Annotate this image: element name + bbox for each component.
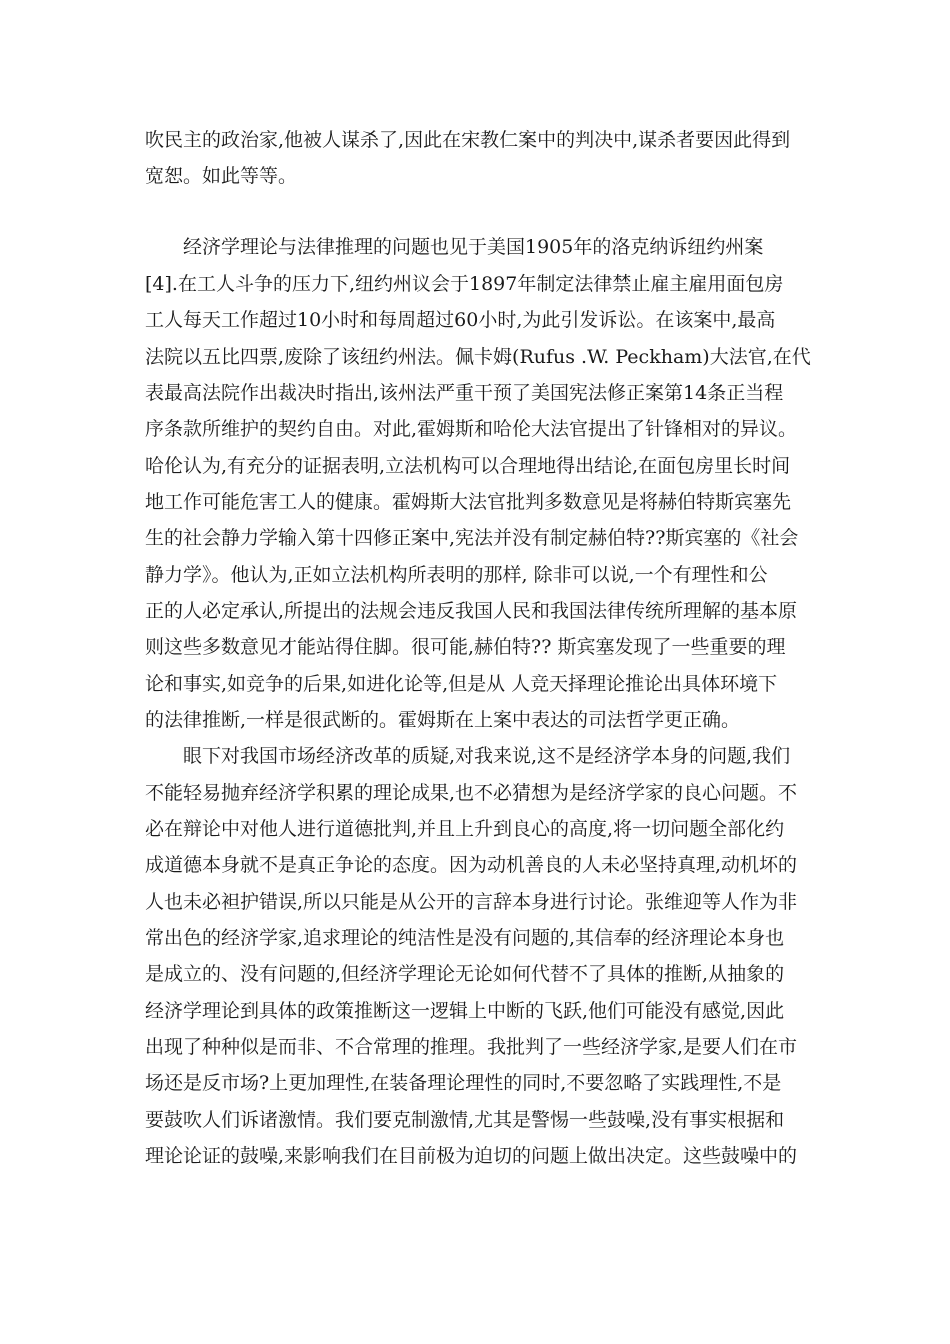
text-line: 工人每天工作超过10小时和每周超过60小时,为此引发诉讼。在该案中,最高	[145, 309, 776, 331]
text-line: 成道德本身就不是真正争论的态度。因为动机善良的人未必坚持真理,动机坏的	[145, 854, 798, 876]
text-line: 则这些多数意见才能站得住脚。很可能,赫伯特?? 斯宾塞发现了一些重要的理	[145, 636, 786, 658]
text-line: 正的人必定承认,所提出的法规会违反我国人民和我国法律传统所理解的基本原	[145, 600, 798, 622]
text-line: 常出色的经济学家,追求理论的纯洁性是没有问题的,其信奉的经济理论本身也	[145, 927, 785, 949]
text-line: 论和事实,如竞争的后果,如进化论等,但是从 人竞天择理论推论出具体环境下	[145, 673, 778, 695]
text-line: 生的社会静力学输入第十四修正案中,宪法并没有制定赫伯特??斯宾塞的《社会	[145, 527, 799, 549]
text-line: 序条款所维护的契约自由。对此,霍姆斯和哈伦大法官提出了针锋相对的异议。	[145, 418, 798, 440]
text-line: 理论论证的鼓噪,来影响我们在目前极为迫切的问题上做出决定。这些鼓噪中的	[145, 1145, 798, 1167]
text-line: 表最高法院作出裁决时指出,该州法严重干预了美国宪法修正案第14条正当程	[145, 382, 784, 404]
text-line: 是成立的、没有问题的,但经济学理论无论如何代替不了具体的推断,从抽象的	[145, 963, 785, 985]
text-line: 哈伦认为,有充分的证据表明,立法机构可以合理地得出结论,在面包房里长时间	[145, 455, 791, 477]
text-line: 必在辩论中对他人进行道德批判,并且上升到良心的高度,将一切问题全部化约	[145, 818, 785, 840]
paragraph-first-line: 经济学理论与法律推理的问题也见于美国1905年的洛克纳诉纽约州案	[183, 236, 764, 258]
text-line: 法院以五比四票,废除了该纽约州法。佩卡姆(Rufus .W. Peckham)大法官,在代	[145, 346, 811, 368]
text-line: 场还是反市场?上更加理性,在装备理论理性的同时,不要忽略了实践理性,不是	[145, 1072, 782, 1094]
text-line: 经济学理论到具体的政策推断这一逻辑上中断的飞跃,他们可能没有感觉,因此	[145, 1000, 785, 1022]
text-line: 出现了种种似是而非、不合常理的推理。我批判了一些经济学家,是要人们在市	[145, 1036, 798, 1058]
paragraph-first-line: 眼下对我国市场经济改革的质疑,对我来说,这不是经济学本身的问题,我们	[183, 745, 791, 767]
text-line: 静力学》。他认为,正如立法机构所表明的那样, 除非可以说,一个有理性和公	[145, 564, 768, 586]
text-line: 不能轻易抛弃经济学积累的理论成果,也不必猜想为是经济学家的良心问题。不	[145, 782, 798, 804]
text-line: 的法律推断,一样是很武断的。霍姆斯在上案中表达的司法哲学更正确。	[145, 709, 741, 731]
text-line: 人也未必袒护错误,所以只能是从公开的言辞本身进行讨论。张维迎等人作为非	[145, 891, 798, 913]
text-line: 宽恕。如此等等。	[145, 165, 298, 187]
text-line: 地工作可能危害工人的健康。霍姆斯大法官批判多数意见是将赫伯特斯宾塞先	[145, 491, 792, 513]
text-line: [4].在工人斗争的压力下,纽约州议会于1897年制定法律禁止雇主雇用面包房	[145, 273, 784, 295]
text-line: 吹民主的政治家,他被人谋杀了,因此在宋教仁案中的判决中,谋杀者要因此得到	[145, 129, 791, 151]
text-line: 要鼓吹人们诉诸激情。我们要克制激情,尤其是警惕一些鼓噪,没有事实根据和	[145, 1109, 785, 1131]
